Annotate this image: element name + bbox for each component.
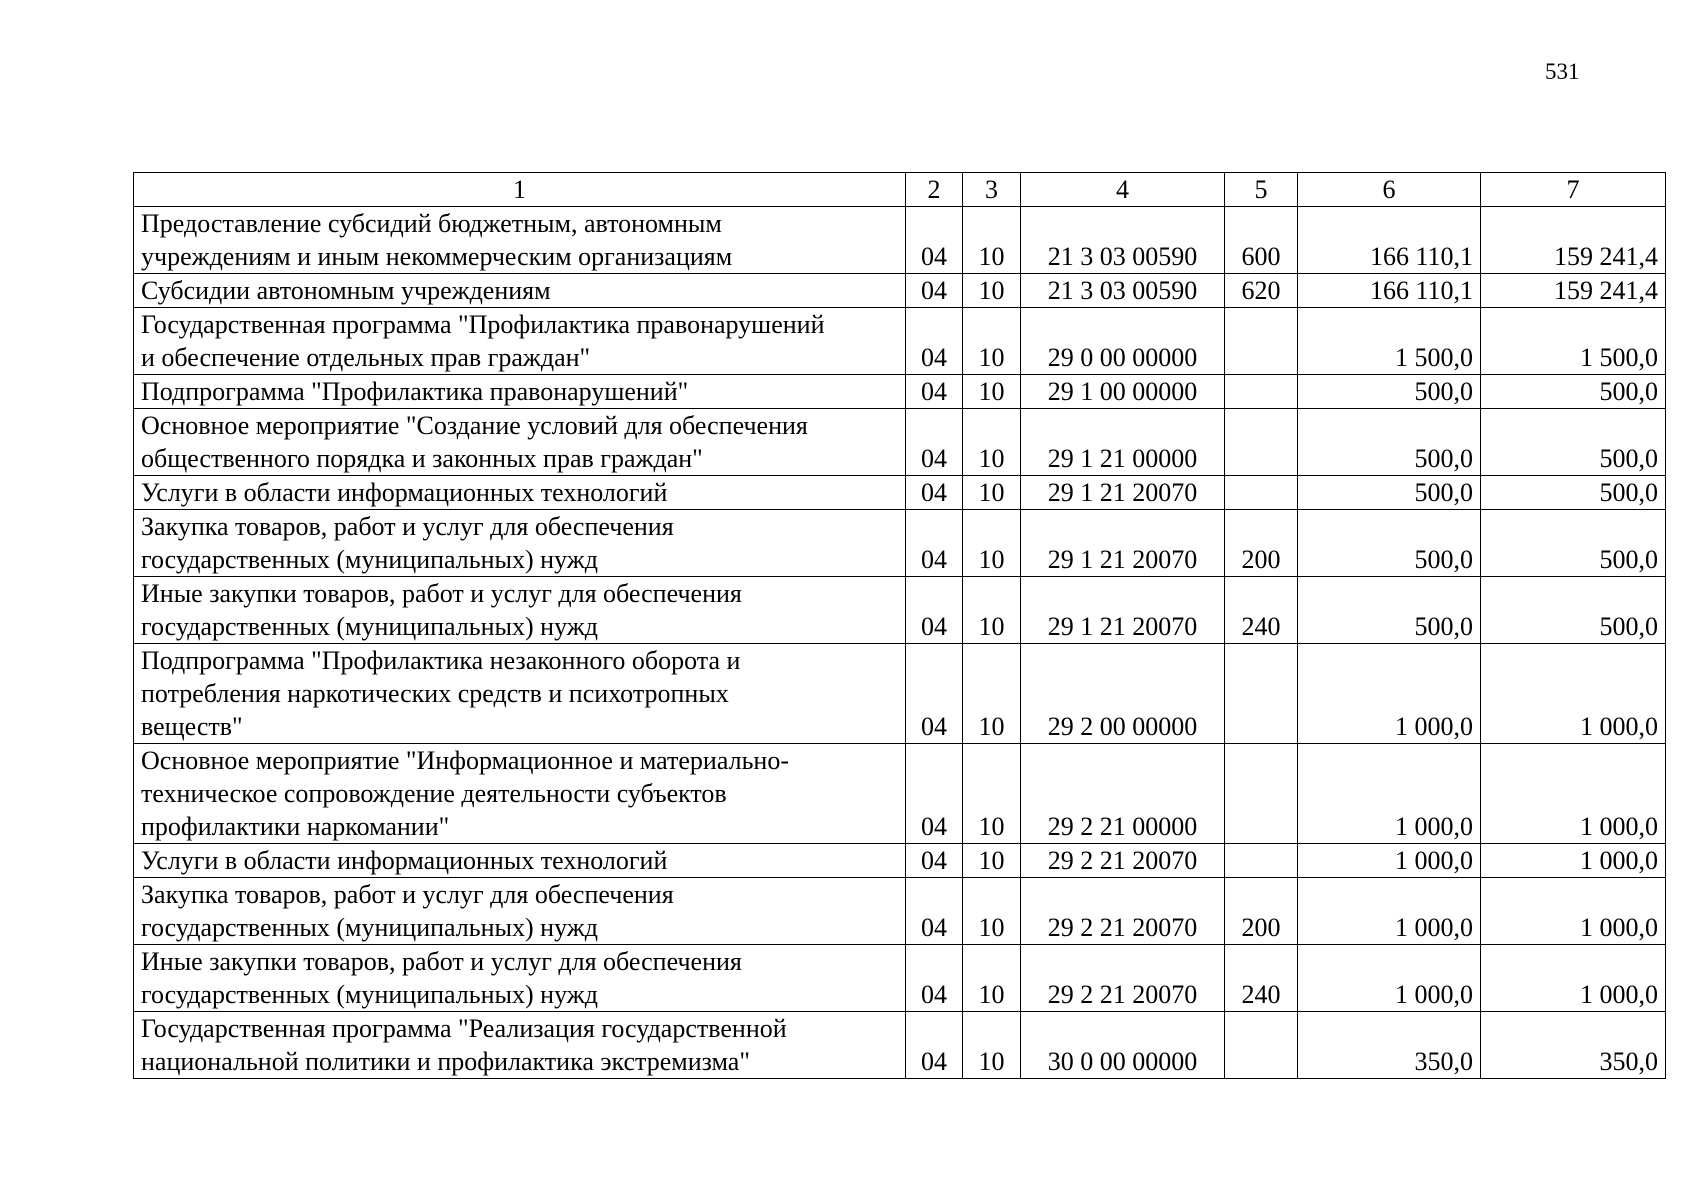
row-name-cell: Предоставление субсидий бюджетным, автономным учреждениям и иным некоммерческим организациям	[134, 207, 906, 274]
amount-col-7-cell: 1 000,0	[1481, 644, 1666, 744]
section-cell: 04	[906, 274, 963, 308]
page-number: 531	[1545, 59, 1580, 84]
section-cell: 04	[906, 510, 963, 577]
section-cell: 04	[906, 375, 963, 409]
amount-col-6-cell: 1 000,0	[1298, 878, 1481, 945]
target-code-cell: 21 3 03 00590	[1021, 207, 1225, 274]
subsection-cell: 10	[963, 945, 1021, 1012]
subsection-cell: 10	[963, 308, 1021, 375]
target-code-cell: 29 2 21 20070	[1021, 844, 1225, 878]
amount-col-7-cell: 1 000,0	[1481, 945, 1666, 1012]
row-name-cell: Государственная программа "Профилактика правонарушений и обеспечение отдельных прав граждан"	[134, 308, 906, 375]
subsection-cell: 10	[963, 375, 1021, 409]
amount-col-7-cell: 500,0	[1481, 476, 1666, 510]
table-row	[134, 207, 1666, 274]
amount-col-6-cell: 500,0	[1298, 409, 1481, 476]
expense-type-cell	[1225, 476, 1298, 510]
expense-type-cell	[1225, 409, 1298, 476]
row-name-cell: Иные закупки товаров, работ и услуг для обеспечения государственных (муниципальных) нужд	[134, 945, 906, 1012]
subsection-cell: 10	[963, 207, 1021, 274]
target-code-cell: 21 3 03 00590	[1021, 274, 1225, 308]
subsection-cell: 10	[963, 1012, 1021, 1079]
subsection-cell: 10	[963, 844, 1021, 878]
row-name-cell: Субсидии автономным учреждениям	[134, 274, 906, 308]
amount-col-6-cell: 500,0	[1298, 577, 1481, 644]
section-cell: 04	[906, 744, 963, 844]
amount-col-6-cell: 1 500,0	[1298, 308, 1481, 375]
amount-col-7-cell: 500,0	[1481, 577, 1666, 644]
section-cell: 04	[906, 878, 963, 945]
amount-col-6-cell: 1 000,0	[1298, 644, 1481, 744]
row-name-cell: Закупка товаров, работ и услуг для обеспечения государственных (муниципальных) нужд	[134, 510, 906, 577]
table-row	[134, 409, 1666, 476]
target-code-cell: 29 2 21 20070	[1021, 878, 1225, 945]
section-cell: 04	[906, 644, 963, 744]
expense-type-cell: 600	[1225, 207, 1298, 274]
amount-col-7-cell: 159 241,4	[1481, 274, 1666, 308]
target-code-cell: 29 2 00 00000	[1021, 644, 1225, 744]
subsection-cell: 10	[963, 274, 1021, 308]
expense-type-cell: 200	[1225, 510, 1298, 577]
expense-type-cell	[1225, 744, 1298, 844]
section-cell: 04	[906, 308, 963, 375]
section-cell: 04	[906, 409, 963, 476]
amount-col-7-cell: 1 000,0	[1481, 744, 1666, 844]
header-col-3: 3	[963, 173, 1021, 207]
expense-type-cell	[1225, 1012, 1298, 1079]
expense-type-cell	[1225, 308, 1298, 375]
amount-col-7-cell: 1 500,0	[1481, 308, 1666, 375]
target-code-cell: 30 0 00 00000	[1021, 1012, 1225, 1079]
section-cell: 04	[906, 207, 963, 274]
table-row	[134, 945, 1666, 1012]
row-name-cell: Подпрограмма "Профилактика незаконного оборота и потребления наркотических средств и психотропных веществ"	[134, 644, 906, 744]
amount-col-6-cell: 166 110,1	[1298, 274, 1481, 308]
target-code-cell: 29 2 21 00000	[1021, 744, 1225, 844]
amount-col-6-cell: 166 110,1	[1298, 207, 1481, 274]
header-col-7: 7	[1481, 173, 1666, 207]
target-code-cell: 29 1 21 00000	[1021, 409, 1225, 476]
budget-table	[133, 172, 1666, 1079]
header-col-6: 6	[1298, 173, 1481, 207]
target-code-cell: 29 1 00 00000	[1021, 375, 1225, 409]
row-name-cell: Закупка товаров, работ и услуг для обеспечения государственных (муниципальных) нужд	[134, 878, 906, 945]
table-body	[134, 207, 1666, 1079]
amount-col-6-cell: 1 000,0	[1298, 844, 1481, 878]
table-row	[134, 274, 1666, 308]
row-name-cell: Подпрограмма "Профилактика правонарушений"	[134, 375, 906, 409]
table-row	[134, 375, 1666, 409]
table-row	[134, 744, 1666, 844]
target-code-cell: 29 2 21 20070	[1021, 945, 1225, 1012]
section-cell: 04	[906, 476, 963, 510]
row-name-cell: Государственная программа "Реализация государственной национальной политики и профилактика экстремизма"	[134, 1012, 906, 1079]
section-cell: 04	[906, 577, 963, 644]
subsection-cell: 10	[963, 577, 1021, 644]
header-col-1: 1	[134, 173, 906, 207]
header-col-2: 2	[906, 173, 963, 207]
subsection-cell: 10	[963, 878, 1021, 945]
subsection-cell: 10	[963, 510, 1021, 577]
section-cell: 04	[906, 945, 963, 1012]
table-row	[134, 644, 1666, 744]
row-name-cell: Основное мероприятие "Информационное и материально- техническое сопровождение деятельности субъектов профилактики наркомании"	[134, 744, 906, 844]
amount-col-7-cell: 1 000,0	[1481, 844, 1666, 878]
target-code-cell: 29 1 21 20070	[1021, 577, 1225, 644]
subsection-cell: 10	[963, 409, 1021, 476]
row-name-cell: Услуги в области информационных технологий	[134, 476, 906, 510]
subsection-cell: 10	[963, 476, 1021, 510]
expense-type-cell	[1225, 644, 1298, 744]
row-name-cell: Иные закупки товаров, работ и услуг для обеспечения государственных (муниципальных) нужд	[134, 577, 906, 644]
amount-col-7-cell: 500,0	[1481, 510, 1666, 577]
section-cell: 04	[906, 844, 963, 878]
header-col-5: 5	[1225, 173, 1298, 207]
amount-col-6-cell: 500,0	[1298, 476, 1481, 510]
table-row	[134, 476, 1666, 510]
table-row	[134, 844, 1666, 878]
header-col-4: 4	[1021, 173, 1225, 207]
target-code-cell: 29 1 21 20070	[1021, 510, 1225, 577]
header-row	[134, 173, 1666, 207]
amount-col-6-cell: 350,0	[1298, 1012, 1481, 1079]
target-code-cell: 29 0 00 00000	[1021, 308, 1225, 375]
amount-col-7-cell: 159 241,4	[1481, 207, 1666, 274]
table-row	[134, 577, 1666, 644]
amount-col-7-cell: 350,0	[1481, 1012, 1666, 1079]
expense-type-cell: 620	[1225, 274, 1298, 308]
table-row	[134, 1012, 1666, 1079]
table-row	[134, 308, 1666, 375]
table-row	[134, 510, 1666, 577]
amount-col-6-cell: 1 000,0	[1298, 744, 1481, 844]
table-row	[134, 878, 1666, 945]
amount-col-7-cell: 1 000,0	[1481, 878, 1666, 945]
table-header	[134, 173, 1666, 207]
amount-col-7-cell: 500,0	[1481, 375, 1666, 409]
row-name-cell: Услуги в области информационных технологий	[134, 844, 906, 878]
expense-type-cell	[1225, 844, 1298, 878]
expense-type-cell	[1225, 375, 1298, 409]
amount-col-6-cell: 500,0	[1298, 510, 1481, 577]
target-code-cell: 29 1 21 20070	[1021, 476, 1225, 510]
expense-type-cell: 200	[1225, 878, 1298, 945]
subsection-cell: 10	[963, 644, 1021, 744]
amount-col-7-cell: 500,0	[1481, 409, 1666, 476]
subsection-cell: 10	[963, 744, 1021, 844]
section-cell: 04	[906, 1012, 963, 1079]
amount-col-6-cell: 500,0	[1298, 375, 1481, 409]
row-name-cell: Основное мероприятие "Создание условий для обеспечения общественного порядка и законных прав граждан"	[134, 409, 906, 476]
amount-col-6-cell: 1 000,0	[1298, 945, 1481, 1012]
expense-type-cell: 240	[1225, 577, 1298, 644]
expense-type-cell: 240	[1225, 945, 1298, 1012]
